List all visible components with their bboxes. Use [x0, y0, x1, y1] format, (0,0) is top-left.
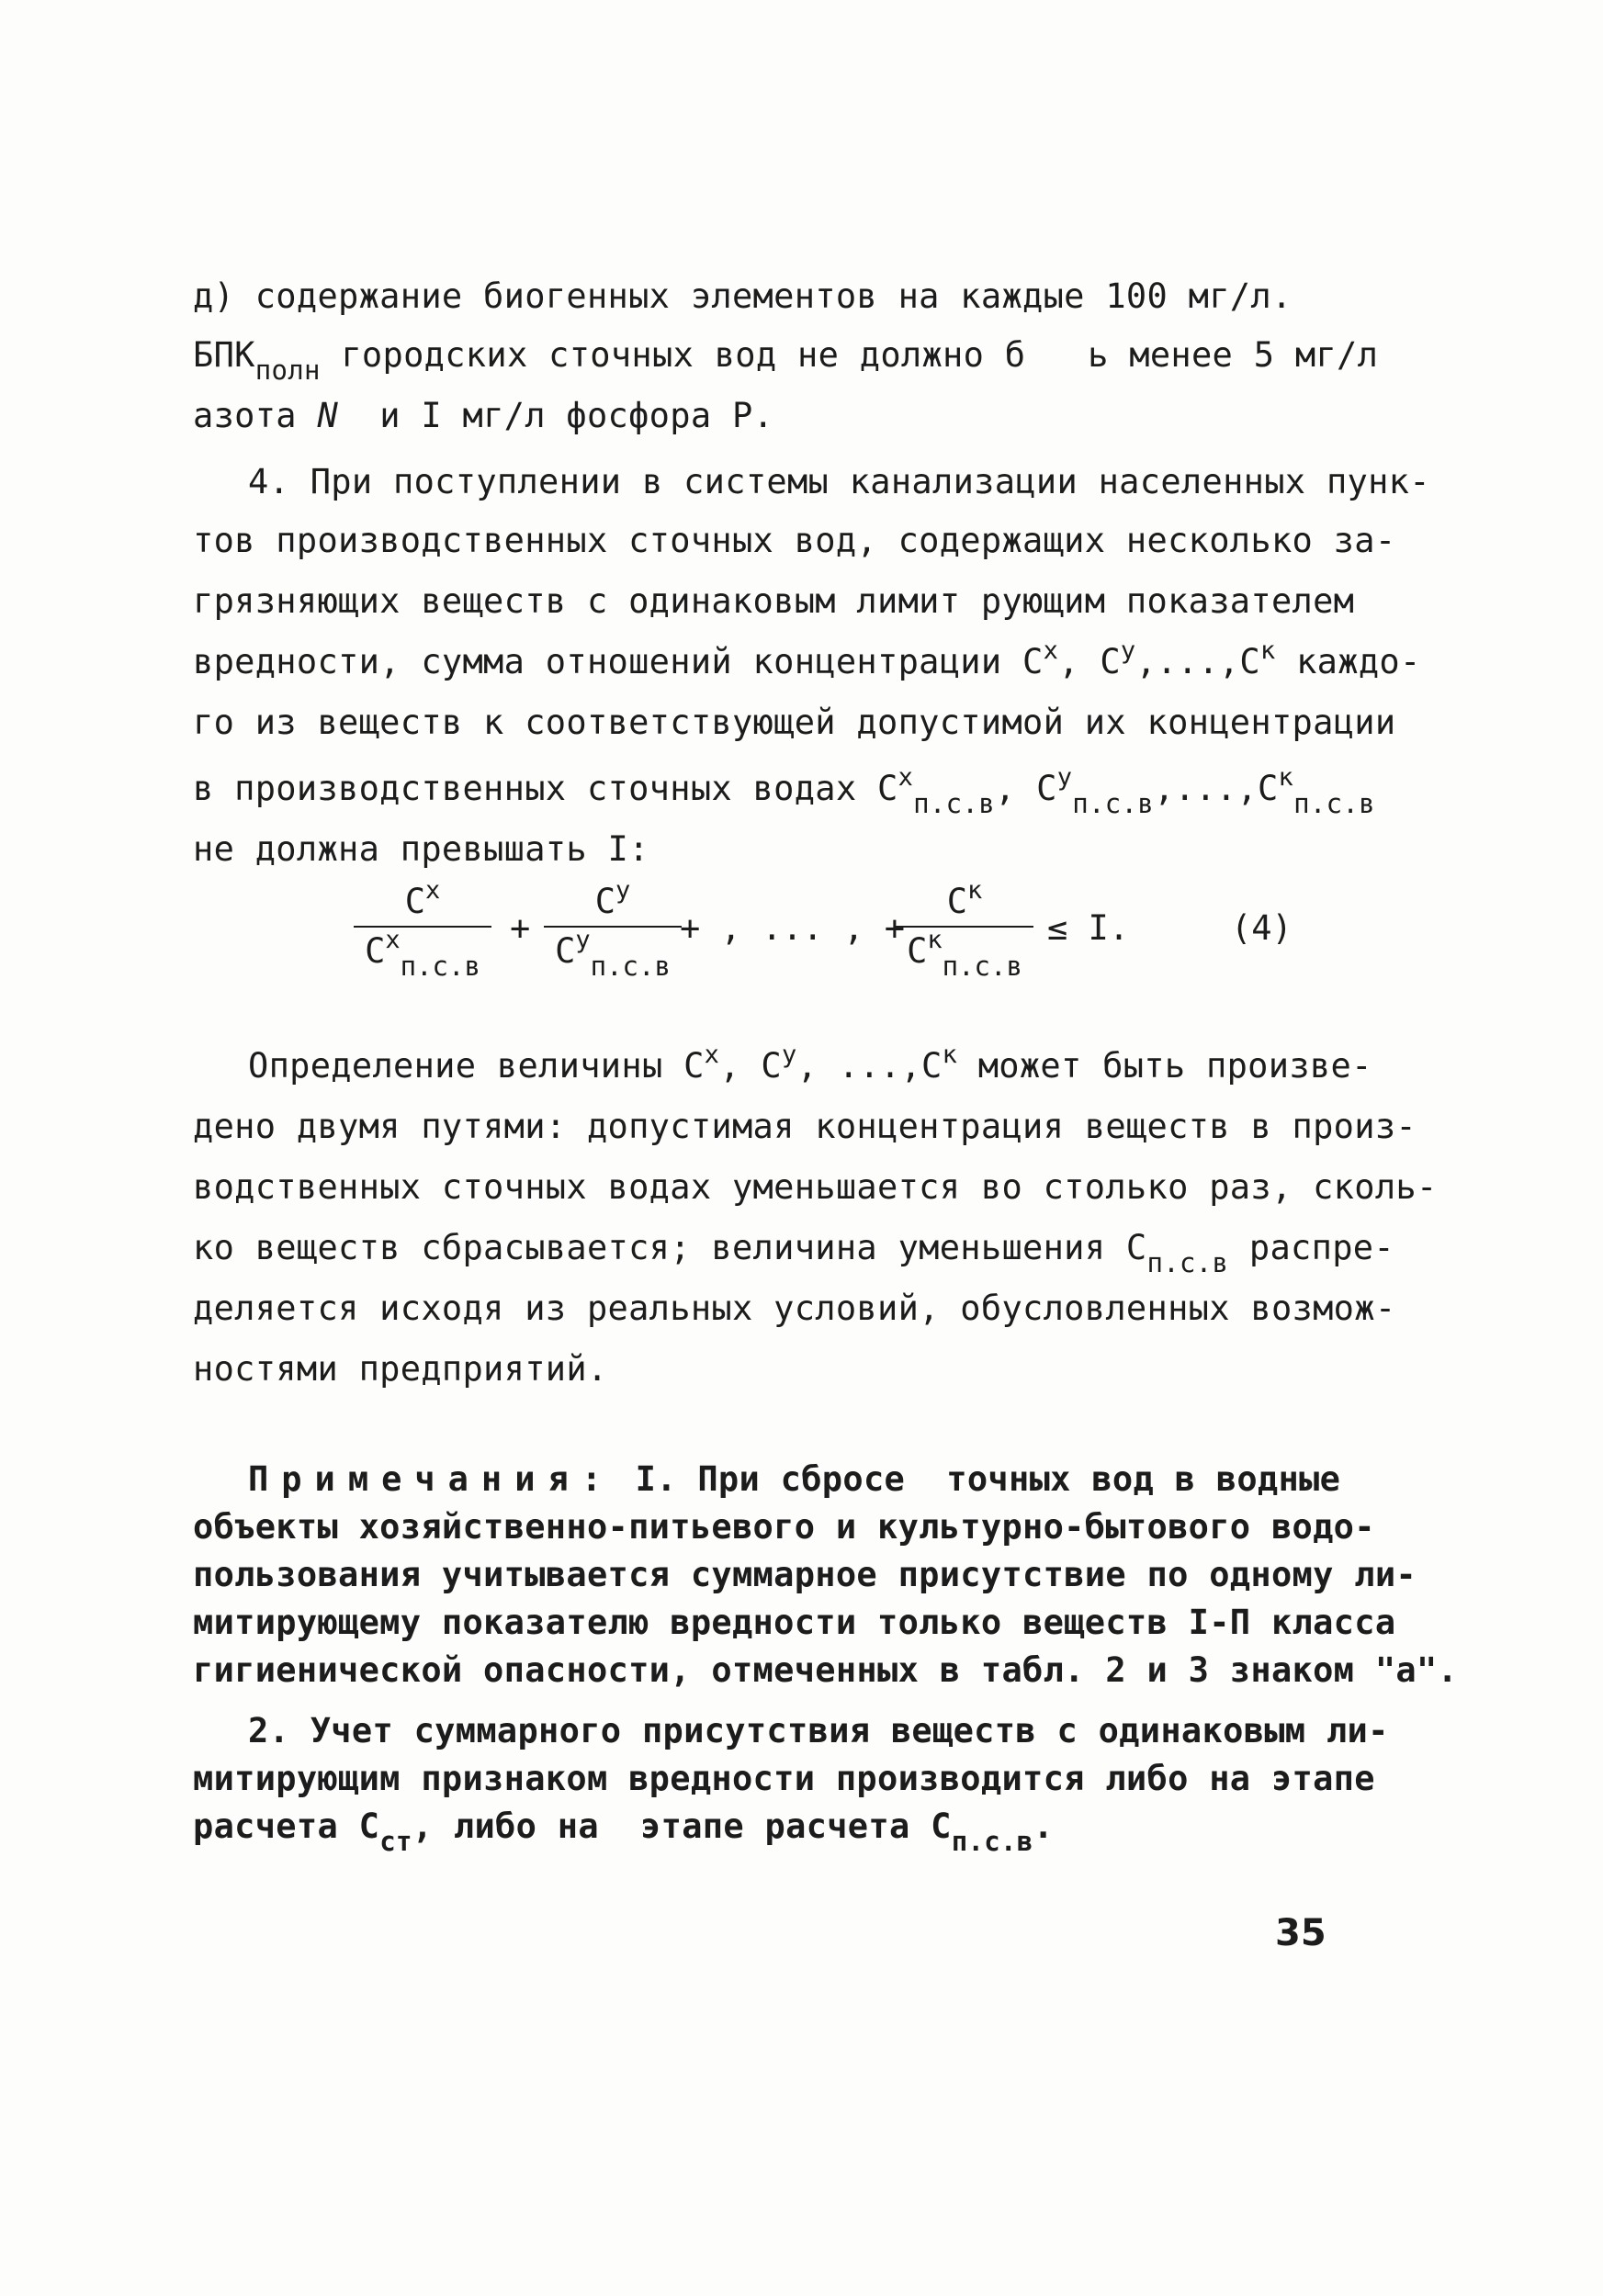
text-line: вредности, сумма отношений концентрации $С^х$, $С^у,...,С^к$ каждо-	[193, 636, 1421, 681]
text-line: деляется исходя из реальных условий, обусловленных возмож-	[193, 1289, 1396, 1328]
text-line: го из веществ к соответствующей допустимой их концентрации	[193, 703, 1396, 742]
fraction-y: $С^у$ $С^у_{п.с.в}$	[544, 882, 682, 972]
text-line: дено двумя путями: допустимая концентрация веществ в произ-	[193, 1107, 1417, 1146]
text-line: азота N и I мг/л фосфора Р.	[193, 396, 774, 435]
fraction-k: $С^к$ $С^к_{п.с.в}$	[896, 882, 1033, 972]
text-line: 4. При поступлении в системы канализации населенных пунк-	[248, 462, 1430, 501]
text-line: в производственных сточных водах $С^х_{п.с.в}$, $С^у_{п.с.в},...,С^к_{п.с.в}$	[193, 763, 1375, 819]
text-line: 2. Учет суммарного присутствия веществ с одинаковым ли-	[248, 1711, 1389, 1750]
text-line: грязняющих веществ с одинаковым лимит рующим показателем	[193, 581, 1355, 621]
text-line: Примечания: I. При сбросе точных вод в водные	[248, 1459, 1341, 1499]
text-line: $БПК_{полн}$ городских сточных вод не должно б ь менее 5 мг/л	[193, 335, 1379, 386]
equation-number: (4)	[1231, 908, 1293, 948]
text-line: митирующим признаком вредности производится либо на этапе	[193, 1759, 1375, 1798]
text-line: тов производственных сточных вод, содержащих несколько за-	[193, 521, 1396, 560]
text-line: пользования учитывается суммарное присутствие по одному ли-	[193, 1555, 1417, 1594]
series-operator: + , ... , +	[680, 908, 906, 948]
notes-heading: Примечания:	[248, 1459, 615, 1499]
text-line: водственных сточных водах уменьшается во столько раз, сколь-	[193, 1167, 1438, 1207]
text-line: расчета $С_{ст}$, либо на этапе расчета $С_{п.с.в}$.	[193, 1806, 1055, 1857]
page-number: 35	[1275, 1912, 1326, 1954]
fraction-x: $С^х$ $С^х_{п.с.в}$	[354, 882, 491, 972]
text-line: ко веществ сбрасывается; величина уменьшения $С_{п.с.в}$ распре-	[193, 1228, 1394, 1278]
text-line: митирующему показателю вредности только веществ I-П класса	[193, 1603, 1396, 1642]
plus-operator: +	[510, 908, 531, 948]
text-line: объекты хозяйственно-питьевого и культурно-бытового водо-	[193, 1507, 1375, 1547]
text-line: д) содержание биогенных элементов на каждые 100 мг/л.	[193, 276, 1293, 316]
text-line: гигиенической опасности, отмеченных в табл. 2 и 3 знаком "а".	[193, 1650, 1459, 1690]
text-line: ностями предприятий.	[193, 1349, 608, 1389]
text-line: не должна превышать I:	[193, 829, 649, 869]
text-line: Определение величины $С^х$, $С^у$, $...,С^к$ может быть произве-	[248, 1041, 1372, 1086]
leq-operator: ≤ I.	[1047, 908, 1130, 948]
